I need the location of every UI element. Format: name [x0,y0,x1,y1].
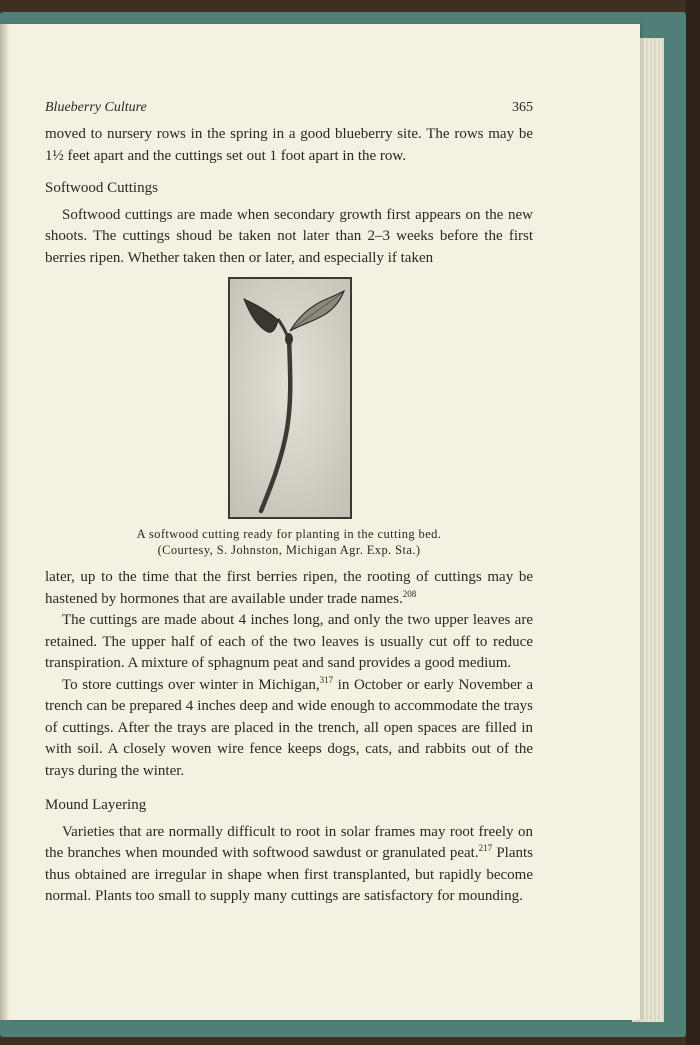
continuation-paragraph-3 [45,675,533,783]
reference-208: 208 [402,588,417,599]
continuation-paragraph-3-start: To store cuttings over winter in Michigan, [62,676,320,693]
top-text-block [45,124,533,269]
bottom-text-block [45,567,533,908]
spine-shadow [0,24,10,1020]
caption-line-1: A softwood cutting ready for planting in the cutting bed. [136,527,442,541]
running-head [45,100,533,116]
intro-paragraph: moved to nursery rows in the spring in a good blueberry site. The rows may be 1½ feet apart and the cuttings set out 1 foot apart in the row. [45,126,533,164]
continuation-paragraph-1 [45,567,533,610]
section-heading-mound-layering: Mound Layering [45,797,147,813]
figure-caption [45,526,533,558]
running-head-title: Blueberry Culture [45,100,147,115]
mound-paragraph-end: Plants thus obtained are irregular in shape when first transplanted, but rapidly become normal. Plants too small to supply many cuttings are satisfactory for mounding. [45,845,533,904]
softwood-paragraph: Softwood cuttings are made when secondary growth first appears on the new shoots. The cuttings shoud be taken not later than 2–3 weeks before the first berries ripen. Whether taken then or later, and especially if taken [45,206,533,266]
page-number: 365 [512,100,533,115]
continuation-paragraph-2: The cuttings are made about 4 inches long, and only the two upper leaves are retained. The upper half of each of the two leaves is usually cut off to reduce transpiration. A mixture of sphagnum peat and sand provides a good medium. [45,612,533,671]
mound-layering-paragraph [45,822,533,908]
softwood-cutting-image [230,279,350,517]
continuation-paragraph-1-text: later, up to the time that the first berries ripen, the rooting of cuttings may be hastened by hormones that are available under trade names. [45,569,533,607]
section-heading-softwood: Softwood Cuttings [45,180,158,196]
continuation-paragraph-3-end: in October or early November a trench can be prepared 4 inches deep and wide enough to accommodate the trays of cuttings. After the trays are placed in the trench, all open spaces are filled in with soil. A closely woven wire fence keeps dogs, cats, and rabbits out of the trays during the winter. [45,676,534,779]
reference-317: 317 [319,674,334,685]
caption-line-2: (Courtesy, S. Johnston, Michigan Agr. Exp. Sta.) [157,543,421,557]
reference-217: 217 [478,843,493,853]
background-edge [686,0,700,1045]
mound-paragraph-start: Varieties that are normally difficult to root in solar frames may root freely on the branches when mounded with softwood sawdust or granulated peat. [45,823,533,861]
figure-photo [228,277,352,519]
